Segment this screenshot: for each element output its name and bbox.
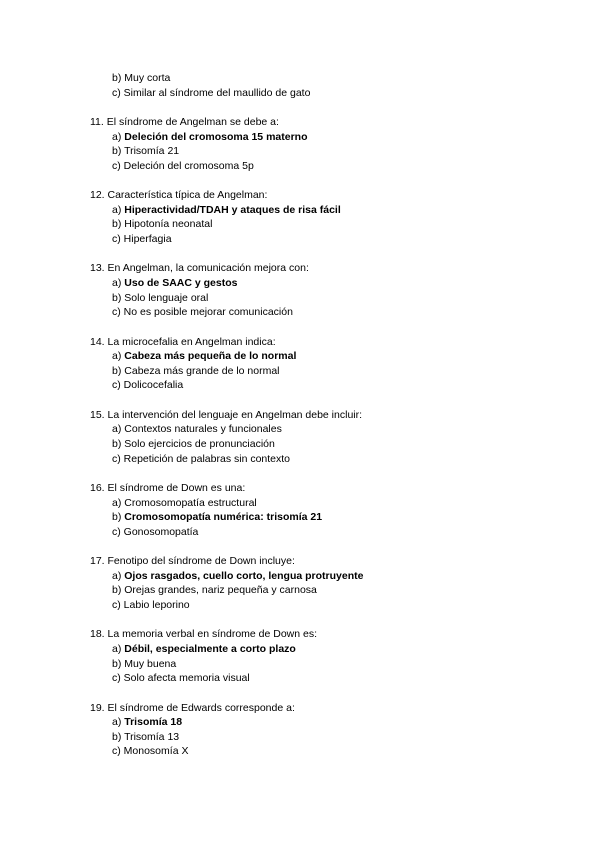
option-text: Cabeza más grande de lo normal [124,364,280,377]
option-text: Contextos naturales y funcionales [124,423,282,436]
question-text: 15. La intervención del lenguaje en Angelman debe incluir: [90,408,363,421]
option-prefix: b) [112,730,125,743]
option-prefix: b) [112,511,125,524]
answer-option [112,306,293,319]
option-text: Trisomía 13 [124,730,180,743]
option-prefix: a) [112,496,125,509]
answer-option [112,672,250,685]
option-prefix: c) [112,525,124,538]
option-prefix: b) [112,438,125,450]
option-text: Orejas grandes, nariz pequeña y carnosa [124,584,317,597]
correct-answer-text: Hiperactividad/TDAH y ataques de risa fácil [124,203,341,216]
answer-option [112,292,208,305]
option-prefix: a) [112,423,125,436]
prelude-option: c) Similar al síndrome del maullido de gato [112,86,311,99]
correct-answer-text: Cromosomopatía numérica: trisomía 21 [124,511,323,524]
answer-option [112,497,257,510]
option-prefix: b) [112,657,125,670]
option-text: Trisomía 21 [124,145,180,158]
option-prefix: a) [112,350,125,363]
option-prefix: b) [112,291,125,304]
answer-option [112,716,182,729]
answer-option [112,658,176,671]
answer-option [112,453,290,466]
answer-option [112,350,296,363]
answer-option [112,160,254,173]
option-prefix: a) [112,203,125,216]
prelude-option: b) Muy corta [112,72,171,84]
option-text: Hipotonía neonatal [124,218,213,231]
question-text: 17. Fenotipo del síndrome de Down incluye: [90,555,295,568]
question-text: 14. La microcefalia en Angelman indica: [90,335,276,348]
correct-answer-text: Uso de SAAC y gestos [124,277,238,289]
answer-option [112,365,280,378]
option-prefix: a) [112,277,125,289]
option-prefix: c) [112,672,124,685]
answer-option [112,731,179,744]
option-text: Labio leporino [123,599,190,611]
question-text: 11. El síndrome de Angelman se debe a: [90,116,279,128]
correct-answer-text: Cabeza más pequeña de lo normal [124,350,297,363]
option-prefix: b) [112,145,125,158]
answer-option [112,643,296,656]
answer-option [112,131,308,144]
answer-option [112,233,172,246]
question-text: 16. El síndrome de Down es una: [90,482,246,494]
option-text: Monosomía X [123,745,189,758]
answer-option [112,511,322,524]
option-text: Cromosomopatía estructural [124,496,257,509]
option-prefix: a) [112,643,125,655]
answer-option [112,526,198,539]
question-text: 19. El síndrome de Edwards corresponde a: [90,701,295,714]
option-text: Hiperfagia [123,233,172,245]
option-text: No es posible mejorar comunicación [123,306,293,319]
answer-option [112,218,212,231]
answer-option [112,745,188,758]
option-text: Repetición de palabras sin contexto [123,452,291,465]
option-text: Solo afecta memoria visual [123,672,250,685]
option-prefix: c) [112,745,124,758]
answer-option [112,204,341,217]
option-text: Deleción del cromosoma 5p [123,159,254,172]
answer-option [112,438,275,451]
answer-option [112,145,179,158]
answer-option [112,423,282,436]
option-text: Gonosomopatía [123,525,199,538]
correct-answer-text: Ojos rasgados, cuello corto, lengua protruyente [124,569,364,582]
option-prefix: c) [112,233,124,245]
option-prefix: c) [112,159,124,172]
correct-answer-text: Deleción del cromosoma 15 materno [124,130,308,143]
option-text: Solo ejercicios de pronunciación [124,438,275,450]
answer-option [112,379,183,392]
answer-option [112,584,317,597]
option-prefix: c) [112,452,124,465]
option-text: Solo lenguaje oral [124,291,209,304]
option-text: Muy buena [124,657,177,670]
correct-answer-text: Débil, especialmente a corto plazo [124,643,296,655]
option-prefix: a) [112,716,125,729]
question-text: 12. Característica típica de Angelman: [90,189,268,202]
option-prefix: b) [112,584,125,597]
option-prefix: c) [112,379,124,392]
option-prefix: c) [112,306,124,319]
option-prefix: a) [112,130,125,143]
option-text: Dolicocefalia [123,379,184,392]
option-prefix: c) [112,599,124,611]
question-text: 13. En Angelman, la comunicación mejora con: [90,262,309,275]
answer-option [112,570,363,583]
answer-option [112,599,190,612]
option-prefix: b) [112,218,125,231]
option-prefix: a) [112,569,125,582]
correct-answer-text: Trisomía 18 [124,716,183,729]
option-prefix: b) [112,364,125,377]
answer-option [112,277,237,290]
question-text: 18. La memoria verbal en síndrome de Down es: [90,628,318,641]
